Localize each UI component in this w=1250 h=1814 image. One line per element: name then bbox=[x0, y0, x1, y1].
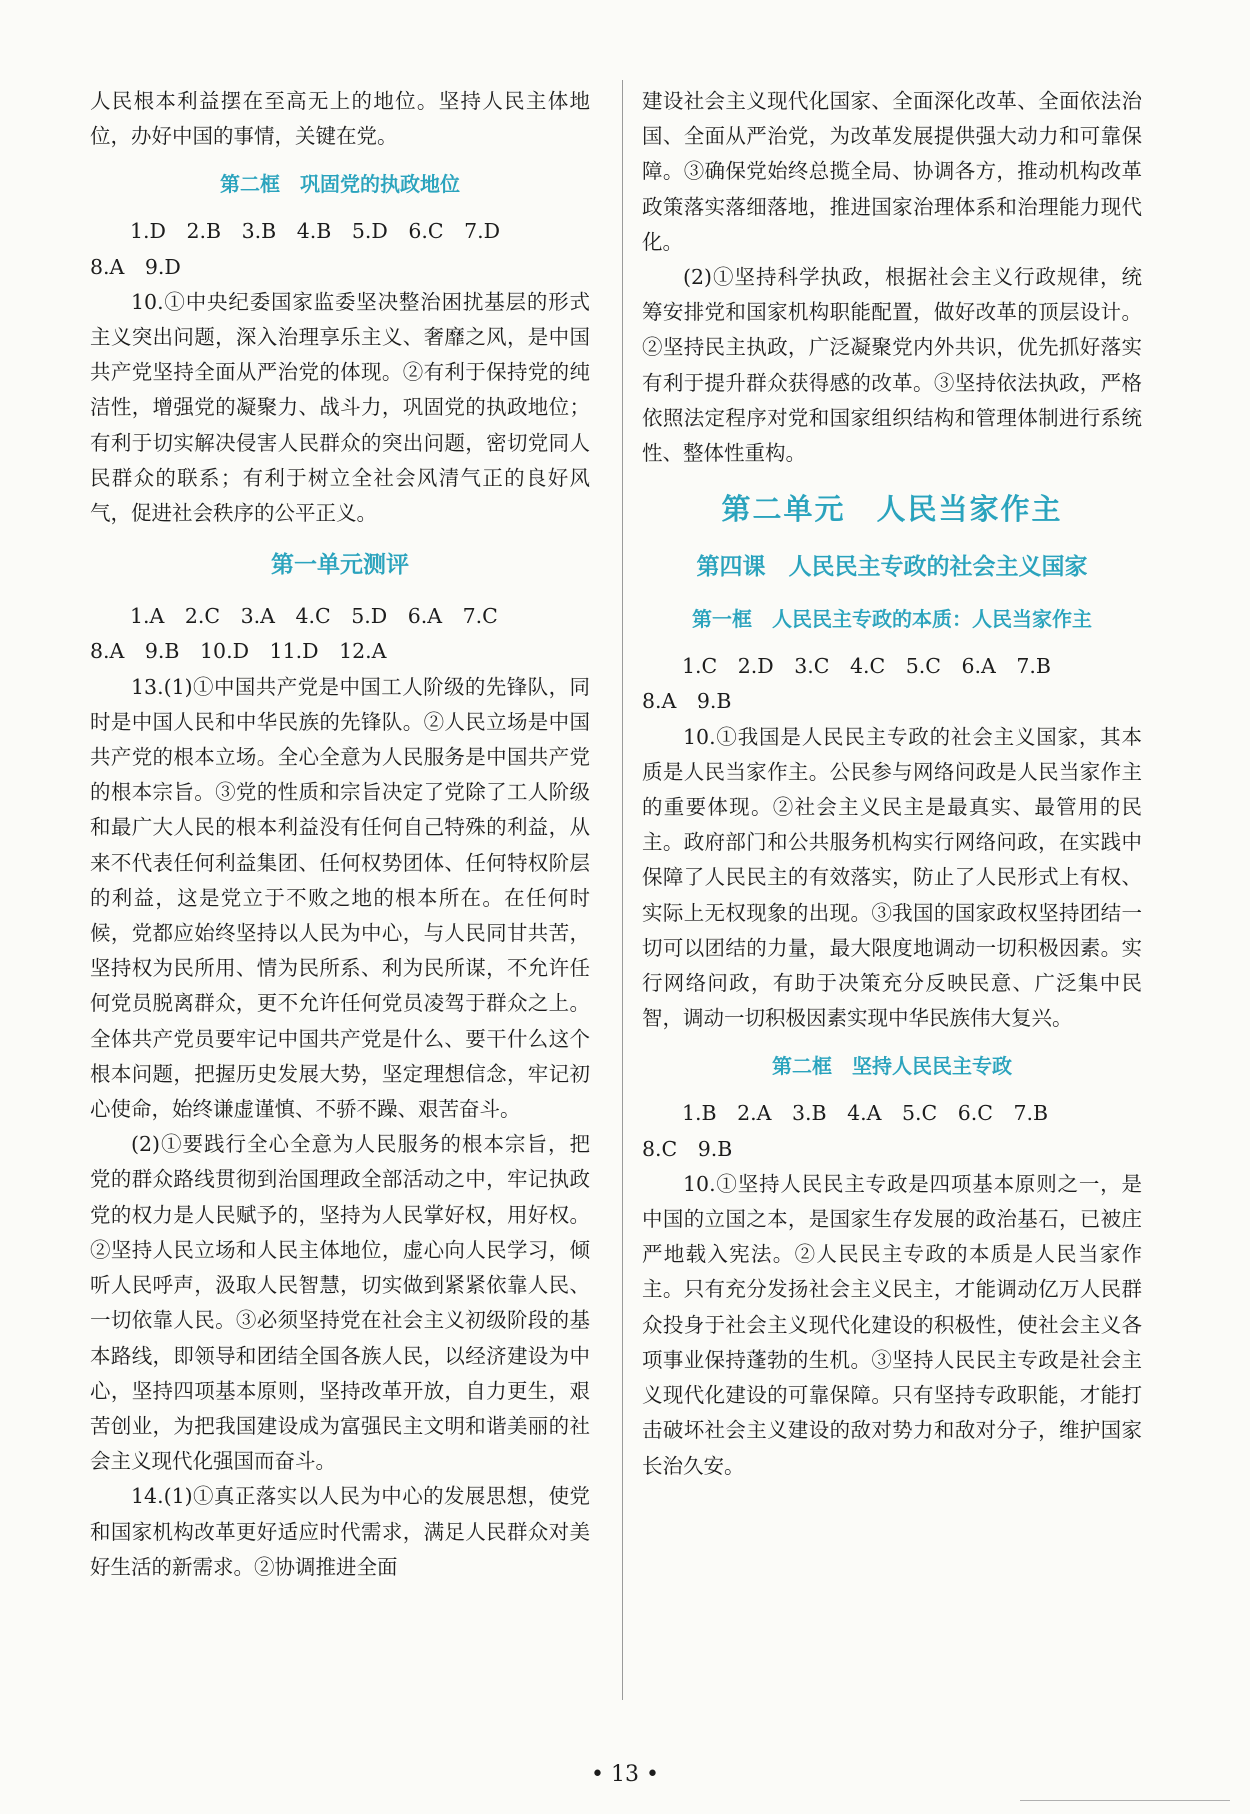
footer-rule bbox=[1020, 1800, 1230, 1801]
answer-key: 8.A 9.B 10.D 11.D 12.A bbox=[90, 639, 387, 664]
answer-paragraph: 10.①中央纪委国家监委坚决整治困扰基层的形式主义突出问题，深入治理享乐主义、奢靡之风，是中国共产党坚持全面从严治党的体现。②有利于保持党的纯洁性，增强党的凝聚力、战斗力，巩固党的执政地位；有利于切实解决侵害人民群众的突出问题，密切党同人民群众的联系；有利于树立全社会风清气正的良好风气，促进社会秩序的公平正义。 bbox=[90, 289, 590, 526]
section-heading: 第二框 坚持人民民主专政 bbox=[772, 1054, 1012, 1079]
page-number-value: 13 bbox=[611, 1762, 639, 1787]
answer-key: 1.A 2.C 3.A 4.C 5.D 6.A 7.C bbox=[130, 604, 498, 629]
answer-key: 1.C 2.D 3.C 4.C 5.C 6.A 7.B bbox=[682, 654, 1051, 679]
answer-paragraph: 10.①我国是人民民主专政的社会主义国家，其本质是人民当家作主。公民参与网络问政是人民当家作主的重要体现。②社会主义民主是最真实、最管用的民主。政府部门和公共服务机构实行网络问政，在实践中保障了人民民主的有效落实，防止了人民形式上有权、实际上无权现象的出现。③我国的国家政权坚持团结一切可以团结的力量，最大限度地调动一切积极因素。实行网络问政，有助于决策充分反映民意、广泛集中民智，调动一切积极因素实现中华民族伟大复兴。 bbox=[642, 724, 1142, 1031]
section-heading: 第一单元测评 bbox=[271, 552, 409, 579]
section-heading: 第二框 巩固党的执政地位 bbox=[220, 172, 460, 197]
answer-key: 8.A 9.B bbox=[642, 689, 732, 714]
answer-key: 8.A 9.D bbox=[90, 254, 181, 279]
answer-key: 8.C 9.B bbox=[642, 1136, 733, 1161]
lesson-heading: 第四课 人民民主专政的社会主义国家 bbox=[696, 554, 1088, 581]
column-divider bbox=[622, 80, 623, 1700]
answer-key: 1.D 2.B 3.B 4.B 5.D 6.C 7.D bbox=[130, 219, 501, 244]
unit-heading: 第二单元 人民当家作主 bbox=[721, 492, 1063, 527]
paragraph: 建设社会主义现代化国家、全面深化改革、全面依法治国、全面从严治党，为改革发展提供强大动力和可靠保障。③确保党始终总揽全局、协调各方，推动机构改革政策落实落细落地，推进国家治理体系和治理能力现代化。 bbox=[642, 89, 1142, 254]
answer-paragraph: 10.①坚持人民民主专政是四项基本原则之一，是中国的立国之本，是国家生存发展的政治基石，已被庄严地载入宪法。②人民民主专政的本质是人民当家作主。只有充分发扬社会主义民主，才能调动亿万人民群众投身于社会主义现代化建设的积极性，使社会主义各项事业保持蓬勃的生机。③坚持人民民主专政是社会主义现代化建设的可靠保障。只有坚持专政职能，才能打击破坏社会主义建设的敌对势力和敌对分子，维护国家长治久安。 bbox=[642, 1171, 1142, 1478]
section-heading: 第一框 人民民主专政的本质：人民当家作主 bbox=[692, 607, 1092, 632]
page-number: • 13 • bbox=[591, 1762, 659, 1787]
right-column bbox=[642, 84, 1142, 1484]
answer-paragraph: 13.(1)①中国共产党是中国工人阶级的先锋队，同时是中国人民和中华民族的先锋队。②人民立场是中国共产党的根本立场。全心全意为人民服务是中国共产党的根本宗旨。③党的性质和宗旨决定了党除了工人阶级和最广大人民的根本利益没有任何自己特殊的利益，从来不代表任何利益集团、任何权势团体、任何特权阶层的利益，这是党立于不败之地的根本所在。在任何时候，党都应始终坚持以人民为中心，与人民同甘共苦，坚持权为民所用、情为民所系、利为民所谋，不允许任何党员脱离群众，更不允许任何党员凌驾于群众之上。全体共产党员要牢记中国共产党是什么、要干什么这个根本问题，把握历史发展大势，坚定理想信念，牢记初心使命，始终谦虚谨慎、不骄不躁、艰苦奋斗。 bbox=[90, 674, 590, 1122]
answer-paragraph: 14.(1)①真正落实以人民为中心的发展思想，使党和国家机构改革更好适应时代需求，满足人民群众对美好生活的新需求。②协调推进全面 bbox=[90, 1484, 590, 1579]
paragraph: 人民根本利益摆在至高无上的地位。坚持人民主体地位，办好中国的事情，关键在党。 bbox=[90, 89, 590, 149]
answer-key: 1.B 2.A 3.B 4.A 5.C 6.C 7.B bbox=[682, 1101, 1049, 1126]
answer-paragraph: (2)①要践行全心全意为人民服务的根本宗旨，把党的群众路线贯彻到治国理政全部活动之中，牢记执政党的权力是人民赋予的，坚持为人民掌好权，用好权。②坚持人民立场和人民主体地位，虚心向人民学习，倾听人民呼声，汲取人民智慧，切实做到紧紧依靠人民、一切依靠人民。③必须坚持党在社会主义初级阶段的基本路线，即领导和团结全国各族人民，以经济建设为中心，坚持四项基本原则，坚持改革开放，自力更生，艰苦创业，为把我国建设成为富强民主文明和谐美丽的社会主义现代化强国而奋斗。 bbox=[90, 1132, 590, 1474]
answer-paragraph: (2)①坚持科学执政，根据社会主义行政规律，统筹安排党和国家机构职能配置，做好改革的顶层设计。②坚持民主执政，广泛凝聚党内外共识，优先抓好落实有利于提升群众获得感的改革。③坚持依法执政，严格依照法定程序对党和国家组织结构和管理体制进行系统性、整体性重构。 bbox=[642, 265, 1142, 466]
left-column bbox=[90, 84, 590, 1585]
